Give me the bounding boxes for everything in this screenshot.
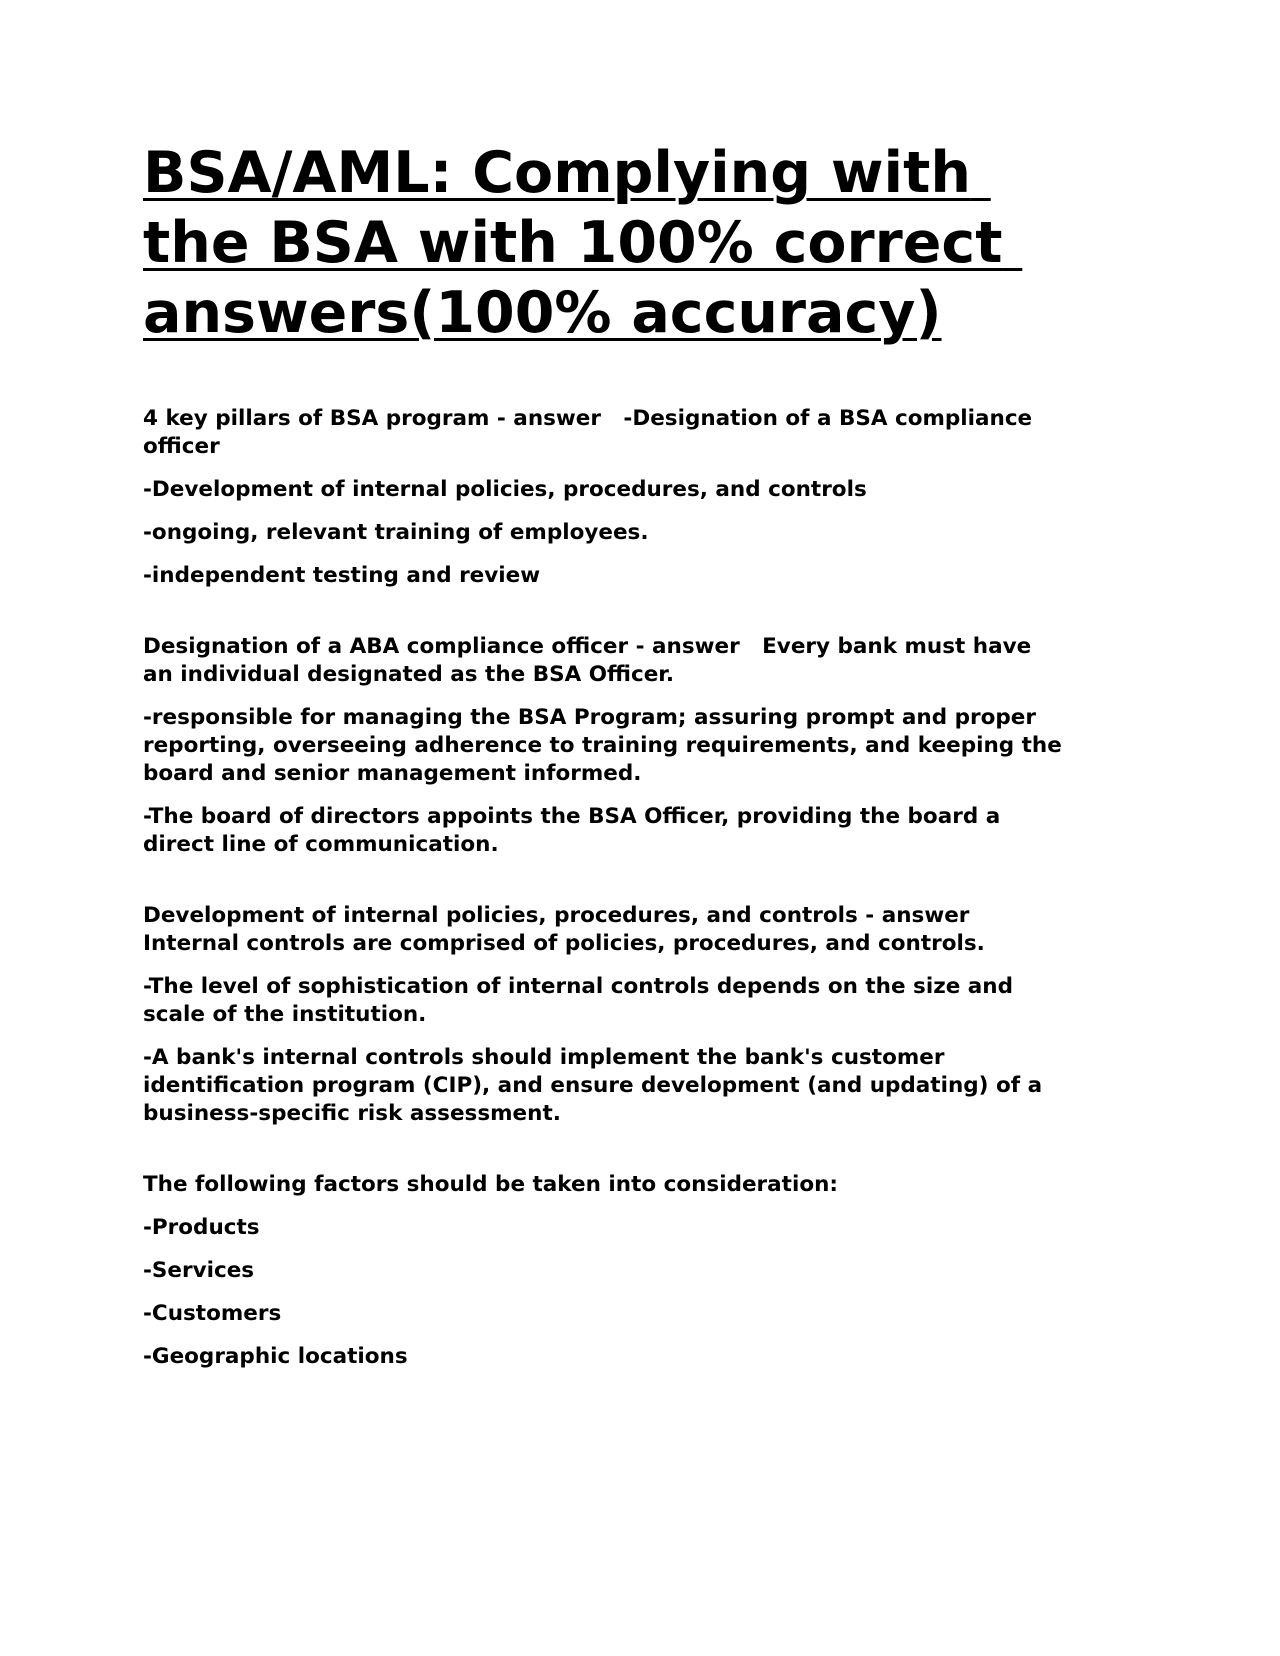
paragraph: Designation of a ABA compliance officer - answer Every bank must have an individual designated as the BSA Officer. [143,634,1039,687]
section-key-pillars [143,405,1073,590]
paragraph: -independent testing and review [143,563,541,588]
paragraph: -ongoing, relevant training of employees. [143,520,649,545]
section-risk-factors [143,1171,1073,1371]
paragraph: -Development of internal policies, procedures, and controls [143,477,867,502]
paragraph: -A bank's internal controls should implement the bank's customer identification program (CIP), and ensure development (and updating) of a business-specific risk assessment. [143,1045,1050,1126]
list-item: -Products [143,1215,260,1240]
paragraph: Development of internal policies, procedures, and controls - answer Internal controls are comprised of policies, procedures, and controls. [143,903,992,956]
list-item: -Geographic locations [143,1344,408,1369]
paragraph: -The board of directors appoints the BSA Officer, providing the board a direct line of communication. [143,804,1008,857]
paragraph: 4 key pillars of BSA program - answer -Designation of a BSA compliance officer [143,406,1040,459]
paragraph: -responsible for managing the BSA Program; assuring prompt and proper reporting, overseeing adherence to training requirements, and keeping the board and senior management informed. [143,705,1070,786]
document-title: BSA/AML: Complying with the BSA with 100% correct answers(100% accuracy) [143,140,1023,346]
list-item: -Customers [143,1301,282,1326]
list-item: -Services [143,1258,255,1283]
section-compliance-officer [143,633,1073,859]
paragraph: The following factors should be taken into consideration: [143,1172,838,1197]
document-page [143,138,1073,1386]
section-internal-controls [143,902,1073,1128]
paragraph: -The level of sophistication of internal controls depends on the size and scale of the institution. [143,974,1021,1027]
